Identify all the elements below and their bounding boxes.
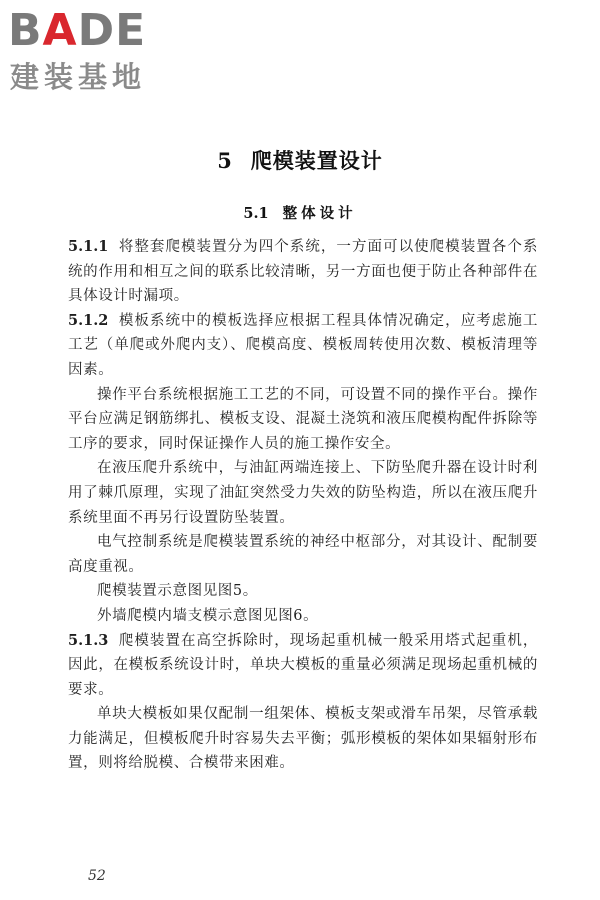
paragraph-text: 电气控制系统是爬模装置系统的神经中枢部分，对其设计、配制要高度重视。 — [68, 534, 538, 575]
section-title: 整体设计 — [282, 205, 357, 222]
paragraph-text: 将整套爬模装置分为四个系统，一方面可以使爬模装置各个系统的作用和相互之间的联系比较清晰，另一方面也便于防止各种部件在具体设计时漏项。 — [68, 239, 538, 305]
paragraph-text: 模板系统中的模板选择应根据工程具体情况确定，应考虑施工工艺（单爬或外爬内支）、爬模高度、模板周转使用次数、模板清理等因素。 — [68, 312, 538, 378]
paragraph-text: 外墙爬模内墙支模示意图见图6。 — [97, 607, 319, 624]
paragraph-figure-5-ref — [68, 579, 538, 604]
logo-letters-de: DE — [77, 5, 147, 56]
paragraph-text: 在液压爬升系统中，与油缸两端连接上、下防坠爬升器在设计时利用了棘爪原理，实现了油缸突然受力失效的防坠构造，所以在液压爬升系统里面不再另行设置防坠装置。 — [68, 460, 538, 526]
section-number: 5.1 — [243, 205, 269, 222]
page-number: 52 — [88, 868, 106, 884]
paragraph-text: 操作平台系统根据施工工艺的不同，可设置不同的操作平台。操作平台应满足钢筋绑扎、模板支设、混凝土浇筑和液压爬模构配件拆除等工序的要求，同时保证操作人员的施工操作安全。 — [68, 386, 538, 452]
chapter-heading — [0, 145, 600, 175]
bade-logo — [8, 6, 178, 96]
clause-number: 5.1.3 — [68, 631, 109, 649]
paragraph-hydraulic-system — [68, 456, 538, 530]
paragraph-text: 爬模装置示意图见图5。 — [97, 583, 258, 600]
paragraph-large-formwork — [68, 702, 538, 776]
body-text — [68, 235, 538, 776]
paragraph-text: 爬模装置在高空拆除时，现场起重机械一般采用塔式起重机，因此，在模板系统设计时，单块大模板的重量必须满足现场起重机械的要求。 — [68, 632, 538, 698]
paragraph-operation-platform — [68, 383, 538, 457]
paragraph-5-1-3 — [68, 629, 538, 703]
paragraph-5-1-1 — [68, 235, 538, 309]
logo-wordmark — [8, 6, 146, 56]
paragraph-5-1-2 — [68, 309, 538, 383]
logo-letter-a: A — [42, 5, 78, 56]
chapter-title: 爬模装置设计 — [250, 148, 383, 173]
clause-number: 5.1.1 — [68, 238, 109, 255]
logo-subtitle: 建装基地 — [10, 60, 147, 94]
paragraph-text: 单块大模板如果仅配制一组架体、模板支架或滑车吊架，尽管承载力能满足，但模板爬升时容易失去平衡；弧形模板的架体如果辐射形布置，则将给脱模、合模带来困难。 — [68, 706, 538, 772]
paragraph-electrical-control — [68, 530, 538, 579]
clause-number: 5.1.2 — [68, 311, 109, 329]
chapter-number: 5 — [217, 148, 233, 173]
section-heading — [0, 202, 600, 223]
paragraph-figure-6-ref — [68, 604, 538, 629]
logo-letter-b: B — [8, 5, 43, 56]
